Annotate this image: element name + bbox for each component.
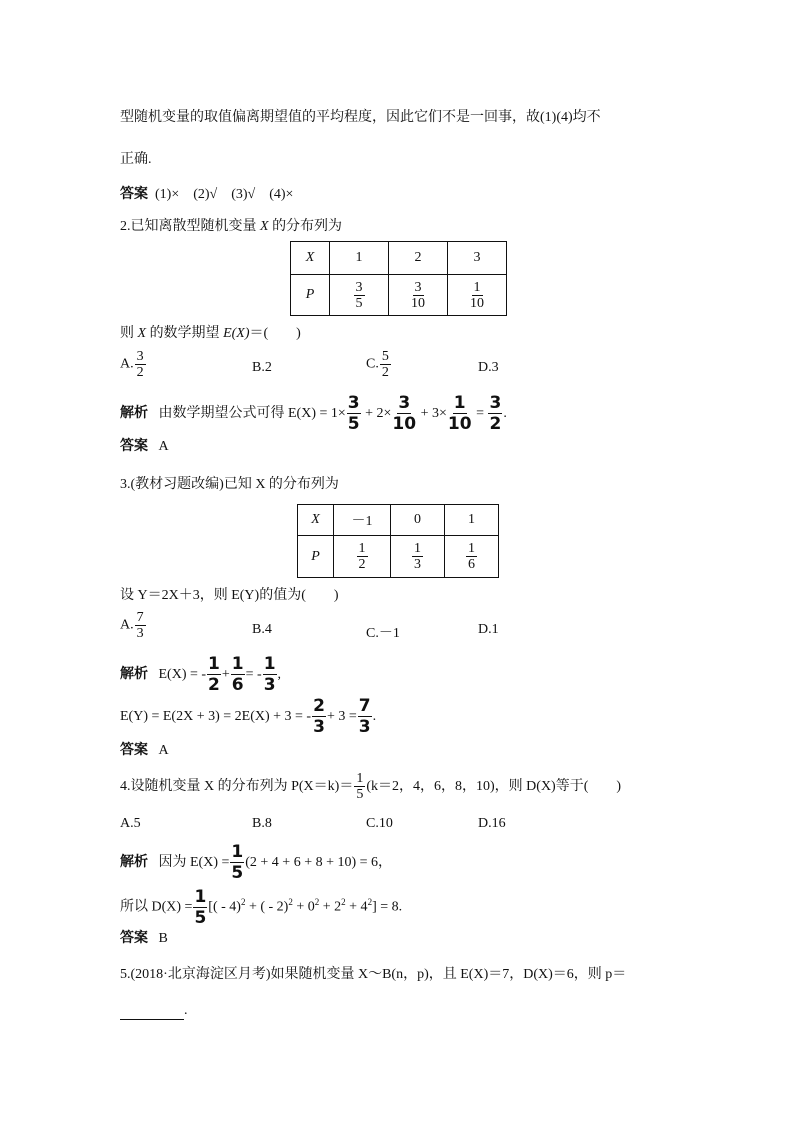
option-b: B.8 <box>252 816 272 831</box>
option-b: B.4 <box>252 622 272 637</box>
answer-line: 答案 A <box>120 439 169 454</box>
question-3-ask: 设 Y＝2X＋3，则 E(Y)的值为( ) <box>120 588 339 603</box>
text-line: 型随机变量的取值偏离期望值的平均程度，因此它们不是一回事，故(1)(4)均不 <box>120 110 601 125</box>
option-a: A. $\frac{7}{3}$ <box>120 610 144 641</box>
solution-2: 解析 由数学期望公式可得 E(X) = 1× $\frac{3}{5}$ + 2× $\frac{3}{10}$ + 3× $\frac{1}{10}$ = $\frac{3}{2}$ . <box>120 393 507 435</box>
answer-blank[interactable] <box>120 1005 184 1020</box>
question-2-ask: 则 X 的数学期望 E(X)＝( ) <box>120 326 301 341</box>
answer-line: 答案 B <box>120 931 168 946</box>
solution-3-line-2: E(Y) = E(2X + 3) = 2E(X) + 3 = - $\frac{2}{3}$ + 3 = $\frac{7}{3}$ . <box>120 696 377 738</box>
option-d: D.3 <box>478 360 499 375</box>
option-c: C.10 <box>366 816 393 831</box>
question-5-blank[interactable]: . <box>120 1002 188 1020</box>
question-2-stem: 2.已知离散型随机变量 X 的分布列为 <box>120 219 343 234</box>
option-a: A. $\frac{3}{2}$ <box>120 349 144 380</box>
distribution-table: X 1 2 3 P $\frac{3}{5}$ $\frac{3}{10}$ $\frac{1}{10}$ <box>290 241 507 316</box>
option-c: C.－1 <box>366 626 400 641</box>
answer-line: 答案 A <box>120 743 169 758</box>
answer-line: 答案 (1)× (2)√ (3)√ (4)× <box>120 187 294 202</box>
question-4-stem: 4.设随机变量 X 的分布列为 P(X＝k)＝ $\frac{1}{5}$ (k＝2，4，6，8，10)，则 D(X)等于( ) <box>120 771 622 803</box>
solution-3-line-1: 解析 E(X) = - $\frac{1}{2}$ + $\frac{1}{6}$ = - $\frac{1}{3}$ , <box>120 654 282 696</box>
option-b: B.2 <box>252 360 272 375</box>
solution-4-line-2: 所以 D(X) = $\frac{1}{5}$ [( - 4)$^2$ + ( - $2)^2 + 0^2 + 2^2 + 4^2] = 8$. <box>120 886 403 928</box>
solution-4-line-1: 解析 因为 E(X) = $\frac{1}{5}$ (2 + 4 + 6 + 8 + 10) = 6， <box>120 842 393 884</box>
distribution-table: X －1 0 1 P $\frac{1}{2}$ $\frac{1}{3}$ $\frac{1}{6}$ <box>297 504 499 578</box>
option-d: D.16 <box>478 816 506 831</box>
text-line: 正确. <box>120 152 152 167</box>
option-a: A.5 <box>120 816 141 831</box>
option-d: D.1 <box>478 622 499 637</box>
question-3-stem: 3.(教材习题改编)已知 X 的分布列为 <box>120 477 339 492</box>
option-c: C. $\frac{5}{2}$ <box>366 349 389 380</box>
question-5-stem: 5.(2018·北京海淀区月考)如果随机变量 X～B(n，p)，且 E(X)＝7，D(X)＝6，则 p＝ <box>120 967 627 982</box>
